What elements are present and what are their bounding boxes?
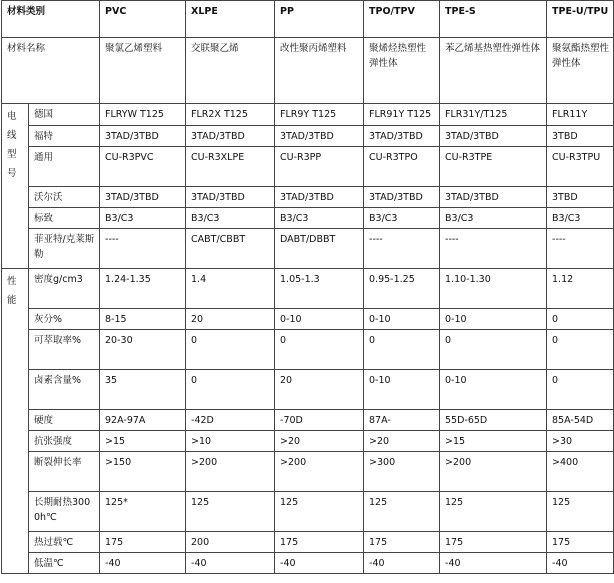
cell: 0.95-1.25 <box>364 269 440 309</box>
material-spec-table <box>1 0 614 574</box>
cell: 85A-54D <box>547 410 614 431</box>
cell: FLR91Y T125 <box>364 104 440 126</box>
row-label: 标致 <box>29 208 100 229</box>
cell: 0 <box>547 330 614 370</box>
cell: 175 <box>275 532 364 553</box>
group-wire-models-label: 电线型号 <box>7 111 17 179</box>
cell: 8-15 <box>100 309 186 330</box>
header-col-xlpe: XLPE <box>186 1 275 38</box>
cell: 175 <box>100 532 186 553</box>
cell: 125 <box>186 492 275 532</box>
material-name-tpo-tpv: 聚烯烃热塑性弹性体 <box>364 38 440 104</box>
cell: -40 <box>100 553 186 574</box>
cell: CU-R3TPE <box>440 147 547 187</box>
cell: ---- <box>364 229 440 269</box>
cell: 125 <box>364 492 440 532</box>
cell: 0 <box>275 330 364 370</box>
cell: -42D <box>186 410 275 431</box>
row-label: 断裂伸长率 <box>29 452 100 492</box>
cell: 1.24-1.35 <box>100 269 186 309</box>
table-row <box>2 553 614 574</box>
table-row <box>2 309 614 330</box>
table-row <box>2 187 614 208</box>
row-label: 热过载℃ <box>29 532 100 553</box>
header-col-pvc: PVC <box>100 1 186 38</box>
table-row <box>2 452 614 492</box>
row-label: 可萃取率% <box>29 330 100 370</box>
cell: 3TAD/3TBD <box>100 126 186 147</box>
cell: 3TAD/3TBD <box>186 126 275 147</box>
material-name-row <box>2 38 614 104</box>
cell: ---- <box>440 229 547 269</box>
material-name-pp: 改性聚丙烯塑料 <box>275 38 364 104</box>
cell: B3/C3 <box>186 208 275 229</box>
cell: -40 <box>364 553 440 574</box>
cell: -40 <box>440 553 547 574</box>
cell: 0-10 <box>364 309 440 330</box>
row-label: 低温℃ <box>29 553 100 574</box>
cell: -40 <box>547 553 614 574</box>
cell: >200 <box>186 452 275 492</box>
material-name-tpe-s: 苯乙烯基热塑性弹性体 <box>440 38 547 104</box>
table-row <box>2 431 614 452</box>
cell: ---- <box>547 229 614 269</box>
cell: 0-10 <box>440 370 547 410</box>
row-label: 通用 <box>29 147 100 187</box>
row-label: 卤素含量% <box>29 370 100 410</box>
header-col-tpo-tpv: TPO/TPV <box>364 1 440 38</box>
cell: B3/C3 <box>547 208 614 229</box>
header-row <box>2 1 614 38</box>
cell: FLR31Y/T125 <box>440 104 547 126</box>
cell: >300 <box>364 452 440 492</box>
cell: CABT/CBBT <box>186 229 275 269</box>
cell: DABT/DBBT <box>275 229 364 269</box>
row-label: 沃尔沃 <box>29 187 100 208</box>
cell: 3TAD/3TBD <box>275 187 364 208</box>
cell: 0 <box>547 309 614 330</box>
cell: 125 <box>547 492 614 532</box>
header-col-tpe-u: TPE-U/TPU <box>547 1 614 38</box>
table-row <box>2 330 614 370</box>
material-name-xlpe: 交联聚乙烯 <box>186 38 275 104</box>
cell: 35 <box>100 370 186 410</box>
cell: 0 <box>186 330 275 370</box>
cell: CU-R3XLPE <box>186 147 275 187</box>
row-label: 灰分% <box>29 309 100 330</box>
row-label: 菲亚特/克莱斯勒 <box>29 229 100 269</box>
material-name-tpe-u: 聚氨酯热塑性弹性体 <box>547 38 614 104</box>
row-label: 长期耐热3000h℃ <box>29 492 100 532</box>
cell: 175 <box>440 532 547 553</box>
cell: FLR9Y T125 <box>275 104 364 126</box>
table-row <box>2 370 614 410</box>
table-row <box>2 147 614 187</box>
row-label: 福特 <box>29 126 100 147</box>
cell: 3TAD/3TBD <box>364 126 440 147</box>
cell: >15 <box>100 431 186 452</box>
cell: 3TBD <box>547 126 614 147</box>
cell: -70D <box>275 410 364 431</box>
cell: -40 <box>186 553 275 574</box>
cell: CU-R3TPU <box>547 147 614 187</box>
cell: FLR2X T125 <box>186 104 275 126</box>
table-row <box>2 126 614 147</box>
group-properties-label: 性能 <box>7 276 17 306</box>
cell: >200 <box>275 452 364 492</box>
cell: 0-10 <box>275 309 364 330</box>
cell: B3/C3 <box>364 208 440 229</box>
cell: 87A- <box>364 410 440 431</box>
cell: 20 <box>186 309 275 330</box>
cell: B3/C3 <box>100 208 186 229</box>
cell: 0 <box>364 330 440 370</box>
cell: CU-R3PVC <box>100 147 186 187</box>
cell: 125 <box>275 492 364 532</box>
cell: 3TAD/3TBD <box>275 126 364 147</box>
cell: 3TAD/3TBD <box>440 187 547 208</box>
header-category: 材料类别 <box>2 1 100 38</box>
cell: 175 <box>547 532 614 553</box>
cell: 55D-65D <box>440 410 547 431</box>
cell: 1.4 <box>186 269 275 309</box>
table-row <box>2 410 614 431</box>
cell: ---- <box>100 229 186 269</box>
cell: CU-R3TPO <box>364 147 440 187</box>
table-row <box>2 492 614 532</box>
cell: B3/C3 <box>440 208 547 229</box>
group-properties <box>2 269 29 574</box>
group-wire-models <box>2 104 29 269</box>
cell: 0 <box>547 370 614 410</box>
material-name-pvc: 聚氯乙烯塑料 <box>100 38 186 104</box>
cell: 20 <box>275 370 364 410</box>
cell: CU-R3PP <box>275 147 364 187</box>
row-label: 德国 <box>29 104 100 126</box>
cell: 125* <box>100 492 186 532</box>
table-row <box>2 208 614 229</box>
cell: 0-10 <box>440 309 547 330</box>
cell: 20-30 <box>100 330 186 370</box>
cell: 200 <box>186 532 275 553</box>
table-row <box>2 104 614 126</box>
cell: B3/C3 <box>275 208 364 229</box>
cell: -40 <box>275 553 364 574</box>
table-row <box>2 229 614 269</box>
cell: >30 <box>547 431 614 452</box>
cell: >150 <box>100 452 186 492</box>
material-name-label: 材料名称 <box>2 38 100 104</box>
cell: 1.05-1.3 <box>275 269 364 309</box>
cell: 3TAD/3TBD <box>364 187 440 208</box>
row-label: 硬度 <box>29 410 100 431</box>
cell: 1.10-1.30 <box>440 269 547 309</box>
row-label: 密度g/cm3 <box>29 269 100 309</box>
table-row <box>2 269 614 309</box>
cell: FLRYW T125 <box>100 104 186 126</box>
cell: >20 <box>364 431 440 452</box>
cell: >10 <box>186 431 275 452</box>
header-col-pp: PP <box>275 1 364 38</box>
cell: 125 <box>440 492 547 532</box>
cell: 3TAD/3TBD <box>186 187 275 208</box>
cell: 3TAD/3TBD <box>440 126 547 147</box>
cell: >400 <box>547 452 614 492</box>
cell: 1.12 <box>547 269 614 309</box>
cell: 0 <box>186 370 275 410</box>
header-col-tpe-s: TPE-S <box>440 1 547 38</box>
cell: FLR11Y <box>547 104 614 126</box>
cell: >15 <box>440 431 547 452</box>
cell: 175 <box>364 532 440 553</box>
cell: >200 <box>440 452 547 492</box>
cell: 0-10 <box>364 370 440 410</box>
cell: 0 <box>440 330 547 370</box>
row-label: 抗张强度 <box>29 431 100 452</box>
cell: >20 <box>275 431 364 452</box>
cell: 3TAD/3TBD <box>100 187 186 208</box>
table-row <box>2 532 614 553</box>
cell: 92A-97A <box>100 410 186 431</box>
cell: 3TBD <box>547 187 614 208</box>
